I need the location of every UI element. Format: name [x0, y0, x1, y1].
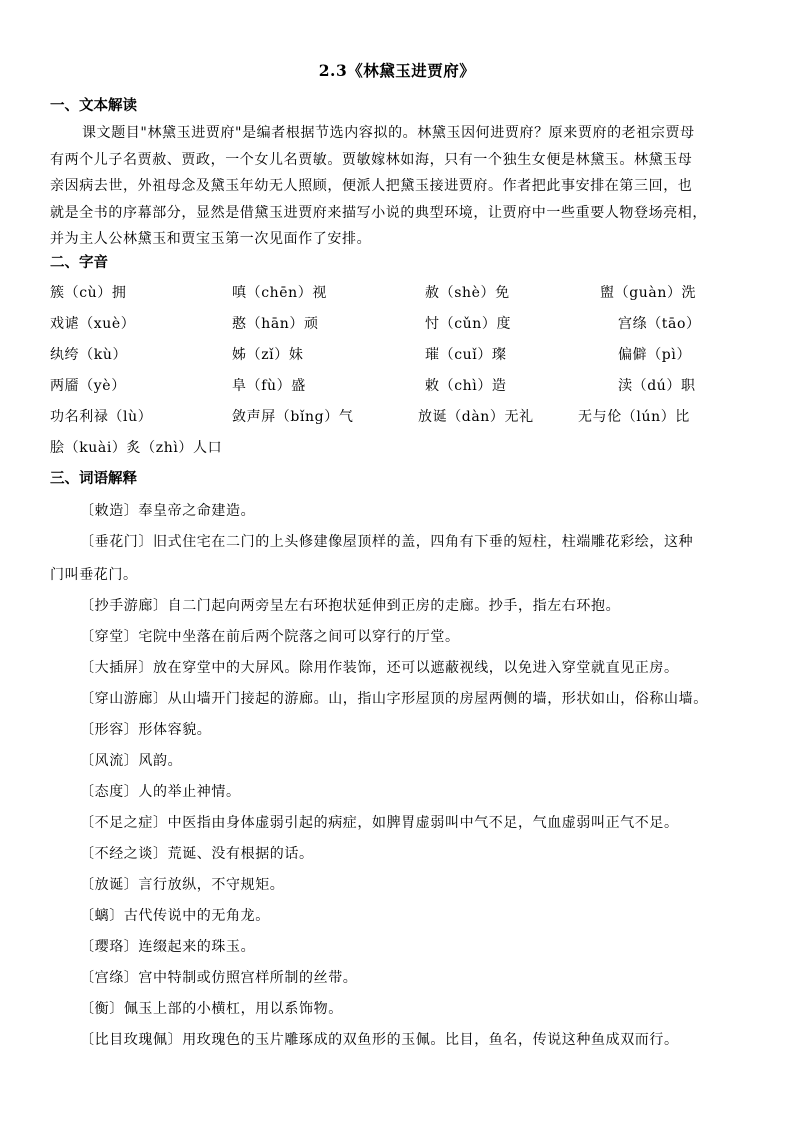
glossary-definition: 言行放纵，不守规矩。: [138, 877, 285, 893]
glossary-definition: 宫中特制或仿照宫样所制的丝带。: [138, 970, 358, 986]
glossary-definition: 中医指由身体虚弱引起的病症，如脾胃虚弱叫中气不足，气血虚弱叫正气不足。: [167, 815, 679, 831]
glossary-definition: 荒诞、没有根据的话。: [167, 846, 314, 862]
pronunciation-item: 忖（cǔn）度: [425, 316, 512, 332]
pronunciation-row: [0, 344, 794, 366]
glossary-entry: [80, 746, 755, 777]
glossary-term: 〔敕造〕: [80, 503, 139, 519]
glossary-term: 〔不经之谈〕: [80, 846, 168, 862]
glossary-term: 〔风流〕: [80, 753, 139, 769]
pronunciation-row: [0, 437, 794, 459]
pronunciation-row: [0, 375, 794, 397]
pronunciation-item: 两靥（yè）: [50, 378, 126, 394]
intro-line: 亲因病去世，外祖母念及黛玉年幼无人照顾，便派人把黛玉接进贾府。作者把此事安排在第三回，也: [50, 178, 693, 195]
glossary-entry: [80, 994, 755, 1025]
pronunciation-row: [0, 313, 794, 335]
glossary-definition: 古代传说中的无角龙。: [123, 908, 270, 924]
glossary-term: 〔态度〕: [80, 784, 139, 800]
glossary-entry: [80, 653, 755, 684]
intro-line: 并为主人公林黛玉和贾宝玉第一次见面作了安排。: [50, 231, 372, 248]
pronunciation-row: [0, 406, 794, 428]
glossary-term: 〔不足之症〕: [80, 815, 168, 831]
glossary-term: 〔穿山游廊〕: [80, 691, 168, 707]
glossary-term: 〔放诞〕: [80, 877, 139, 893]
pronunciation-item: 脍（kuài）炙（zhì）人口: [50, 440, 223, 456]
glossary-entry: [80, 715, 755, 746]
intro-line: 有两个儿子名贾赦、贾政，一个女儿名贾敏。贾敏嫁林如海，只有一个独生女便是林黛玉。林黛玉母: [50, 151, 693, 168]
pronunciation-item: 渎（dú）职: [618, 378, 696, 394]
glossary-definition: 从山墙开门接起的游廊。山，指山字形屋顶的房屋两侧的墙，形状如山，俗称山墙。: [167, 691, 708, 707]
page-title: 2.3《林黛玉进贾府》: [318, 61, 476, 80]
glossary-definition: 宅院中坐落在前后两个院落之间可以穿行的厅堂。: [138, 629, 460, 645]
glossary-entry: [80, 808, 755, 839]
glossary-term: 〔螭〕: [80, 908, 124, 924]
intro-line: 课文题目"林黛玉进贾府"是编者根据节选内容拟的。林黛玉因何进贾府？原来贾府的老祖宗贾母: [82, 125, 695, 141]
section-heading-text-reading: 一、文本解读: [50, 97, 137, 114]
intro-paragraph: [50, 120, 750, 253]
section-heading-vocabulary: 三、词语解释: [50, 470, 137, 487]
glossary-term: 〔宫绦〕: [80, 970, 139, 986]
section-heading-pronunciation: 二、字音: [50, 254, 108, 271]
glossary-term: 〔抄手游廊〕: [80, 598, 168, 614]
glossary-definition: 旧式住宅在二门的上头修建像屋顶样的盖，四角有下垂的短柱，柱端雕花彩绘，这种: [153, 534, 694, 550]
pronunciation-row: [0, 282, 794, 304]
pronunciation-item: 无与伦（lún）比: [578, 409, 690, 425]
glossary-entry: [80, 901, 755, 932]
glossary-term: 〔大插屏〕: [80, 660, 153, 676]
pronunciation-item: 璀（cuǐ）璨: [425, 347, 507, 363]
glossary-definition: 奉皇帝之命建造。: [138, 503, 256, 519]
glossary-definition: 自二门起向两旁呈左右环抱状延伸到正房的走廊。抄手，指左右环抱。: [167, 598, 621, 614]
pronunciation-item: 姊（zǐ）妹: [232, 347, 304, 363]
pronunciation-item: 敛声屏（bǐng）气: [232, 409, 354, 425]
glossary-entry: [80, 777, 755, 808]
glossary-term: 〔衡〕: [80, 1001, 124, 1017]
glossary-definition: 风韵。: [138, 753, 183, 769]
glossary-definition: 佩玉上部的小横杠，用以系饰物。: [123, 1001, 343, 1017]
pronunciation-item: 戏谑（xuè）: [50, 316, 136, 332]
pronunciation-item: 放诞（dàn）无礼: [418, 409, 534, 425]
pronunciation-item: 功名利禄（lù）: [50, 409, 153, 425]
pronunciation-item: 憨（hān）顽: [232, 316, 319, 332]
glossary-term: 〔穿堂〕: [80, 629, 139, 645]
glossary-term: 〔形容〕: [80, 722, 139, 738]
glossary-entry: [80, 684, 755, 715]
pronunciation-item: 宫绦（tāo）: [618, 316, 701, 332]
pronunciation-item: 赦（shè）免: [425, 285, 510, 301]
pronunciation-item: 纨绔（kù）: [50, 347, 128, 363]
glossary-definition: 形体容貌。: [138, 722, 212, 738]
glossary-term: 〔垂花门〕: [80, 534, 153, 550]
pronunciation-item: 盥（guàn）洗: [600, 285, 697, 301]
pronunciation-item: 偏僻（pì）: [618, 347, 692, 363]
glossary-term: 〔比目玫瑰佩〕: [80, 1032, 183, 1048]
glossary-definition: 人的举止神情。: [138, 784, 241, 800]
glossary-entry: [80, 622, 755, 653]
glossary-entry: [80, 870, 755, 901]
glossary-definition: 连缀起来的珠玉。: [138, 939, 256, 955]
pronunciation-item: 敕（chì）造: [425, 378, 507, 394]
pronunciation-item: 簇（cù）拥: [50, 285, 127, 301]
intro-line: 就是全书的序幕部分，显然是借黛玉进贾府来描写小说的典型环境，让贾府中一些重要人物登场亮相，: [50, 204, 707, 221]
glossary-entry: [80, 1025, 755, 1056]
glossary-entry: [80, 591, 755, 622]
glossary-entry: [80, 963, 755, 994]
glossary-term: 〔璎珞〕: [80, 939, 139, 955]
glossary-entry: [80, 839, 755, 870]
glossary-entry: [80, 527, 755, 558]
pronunciation-item: 嗔（chēn）视: [232, 285, 327, 301]
pronunciation-item: 阜（fù）盛: [232, 378, 306, 394]
glossary-definition: 放在穿堂中的大屏风。除用作装饰，还可以遮蔽视线，以免进入穿堂就直见正房。: [153, 660, 679, 676]
glossary-entry: [80, 932, 755, 963]
glossary-definition: 用玫瑰色的玉片雕琢成的双鱼形的玉佩。比目，鱼名，传说这种鱼成双而行。: [182, 1032, 679, 1048]
glossary-definition-continued: 门叫垂花门。: [50, 567, 138, 583]
glossary-entry: [80, 496, 755, 527]
